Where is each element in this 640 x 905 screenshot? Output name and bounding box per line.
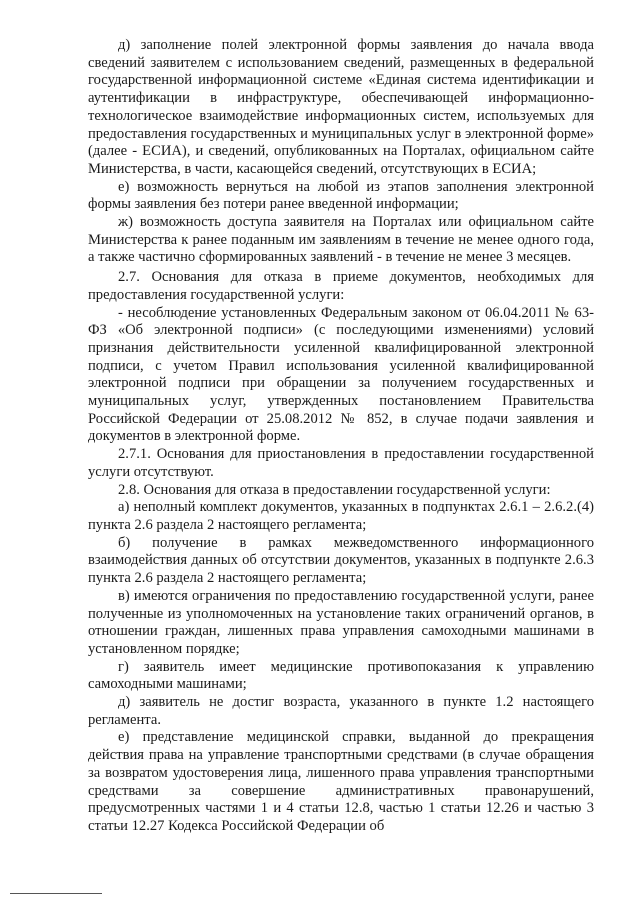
paragraph-signature-rule: - несоблюдение установленных Федеральным законом от 06.04.2011 № 63-ФЗ «Об электронной подписи» (с последующими изменениями) условий признания действительности усиленной квалифицированной электронной подписи, с учетом Правил использования усиленной квалифицированной электронной подписи при обращении за получением государственных и муниципальных услуг, утвержденных постановлением Правительства Российской Федерации от 25.08.2012 № 852, в случае подачи заявления и документов в электронной форме. <box>88 304 594 445</box>
section-2-7-1: 2.7.1. Основания для приостановления в предоставлении государственной услуги отсутствуют. <box>88 446 594 480</box>
document-body <box>88 37 594 836</box>
footnote-rule <box>10 893 102 894</box>
paragraph-v-restrictions: в) имеются ограничения по предоставлению государственной услуги, ранее полученные из уполномоченных на установление таких ограничений органов, в отношении граждан, лишенных права управления самоходными машинами в установленном порядке; <box>88 587 594 657</box>
paragraph-e-return: е) возможность вернуться на любой из этапов заполнения электронной формы заявления без потери ранее введенной информации; <box>88 178 594 213</box>
paragraph-e-certificate: е) представление медицинской справки, выданной до прекращения действия права на управление транспортными средствами (в случае обращения за возвратом удостоверения лица, лишенного права управления транспортными средствами за совершение административных правонарушений, предусмотренных частями 1 и 4 статьи 12.8, частью 1 статьи 12.26 и частью 3 статьи 12.27 Кодекса Российской Федерации об <box>88 729 594 834</box>
paragraph-a-incomplete: а) неполный комплект документов, указанных в подпунктах 2.6.1 – 2.6.2.(4) пункта 2.6 раздела 2 настоящего регламента; <box>88 499 594 533</box>
paragraph-zh-access: ж) возможность доступа заявителя на Порталах или официальном сайте Министерства к ранее поданным им заявлениям в течение не менее одного года, а также частично сформированных заявлений - в течение не менее 3 месяцев. <box>88 214 594 266</box>
section-2-8-heading: 2.8. Основания для отказа в предоставлении государственной услуги: <box>118 481 551 498</box>
paragraph-d-esia: д) заполнение полей электронной формы заявления до начала ввода сведений заявителем с использованием сведений, размещенных в федеральной государственной информационной системе «Единая система идентификации и аутентификации в инфраструктуре, обеспечивающей информационно-технологическое взаимодействие информационных систем, используемых для предоставления государственных и муниципальных услуг в электронной форме» (далее - ЕСИА), и сведений, опубликованных на Порталах, официальном сайте Министерства, в части, касающейся сведений, отсутствующих в ЕСИА; <box>88 37 594 177</box>
paragraph-g-medical: г) заявитель имеет медицинские противопоказания к управлению самоходными машинами; <box>88 658 594 693</box>
section-2-7-heading: 2.7. Основания для отказа в приеме документов, необходимых для предоставления государственной услуги: <box>88 269 594 303</box>
paragraph-d-age: д) заявитель не достиг возраста, указанного в пункте 1.2 настоящего регламента. <box>88 694 594 728</box>
paragraph-b-interagency: б) получение в рамках межведомственного информационного взаимодействия данных об отсутствии документов, указанных в подпункте 2.6.3 пункта 2.6 раздела 2 настоящего регламента; <box>88 534 594 587</box>
